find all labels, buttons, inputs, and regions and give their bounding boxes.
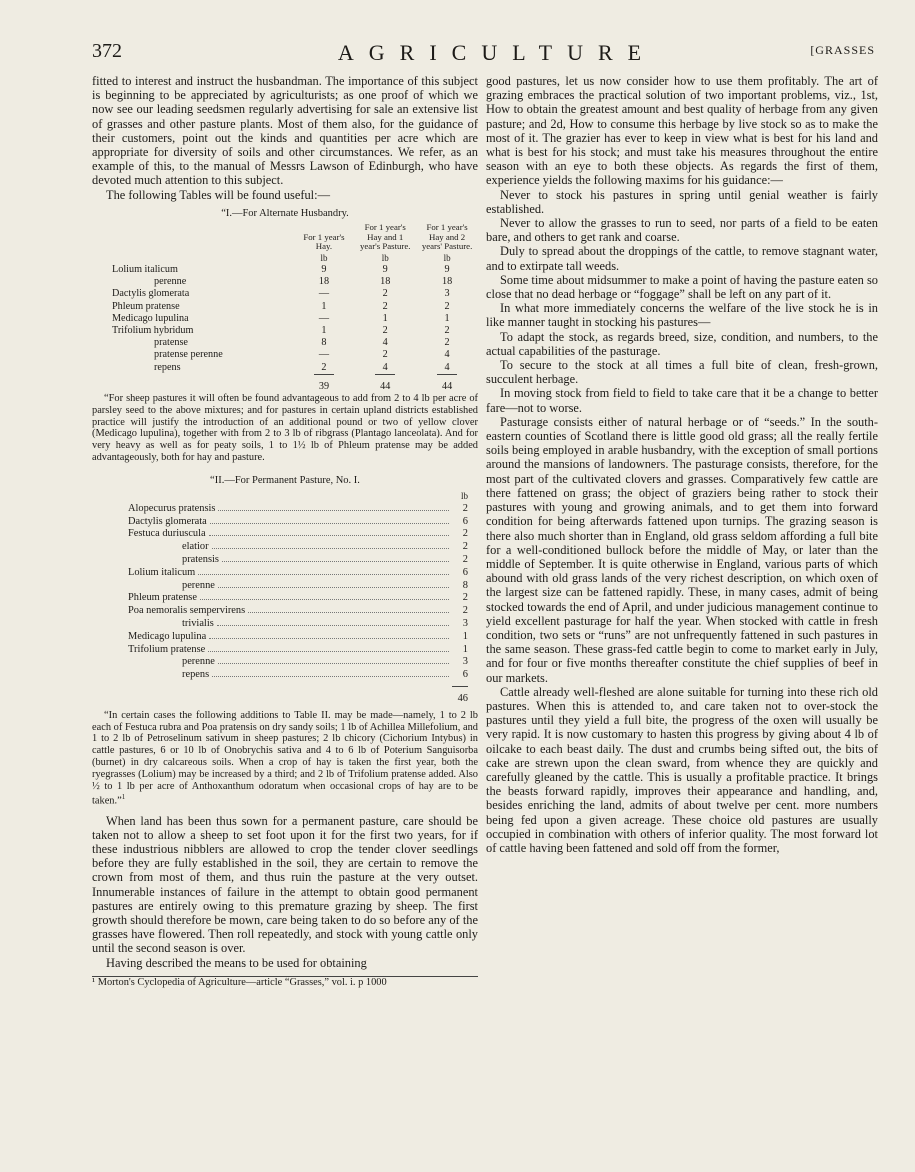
quantity-cell: 2 bbox=[444, 337, 450, 349]
table-row bbox=[108, 288, 478, 300]
quantity-cell: 8 bbox=[321, 337, 327, 349]
list-item bbox=[128, 541, 468, 554]
quantity-cell: 1 bbox=[321, 325, 327, 337]
quantity-cell: 2 bbox=[382, 349, 388, 361]
species-name: Phleum pratense bbox=[112, 300, 180, 312]
species-name: Lolium italicum bbox=[128, 566, 196, 578]
species-name: elatior bbox=[182, 541, 209, 553]
footnote-ref: 1 bbox=[121, 793, 126, 802]
species-name: Trifolium pratense bbox=[128, 643, 206, 655]
list-item bbox=[128, 631, 468, 644]
table-caption: “II.—For Permanent Pasture, No. I. bbox=[210, 474, 360, 486]
species-name: perenne bbox=[182, 656, 215, 668]
quantity-cell: 2 bbox=[382, 300, 388, 312]
quantity-cell: 9 bbox=[382, 264, 388, 276]
quantity-cell: 2 bbox=[382, 288, 388, 300]
total-cell: 46 bbox=[457, 692, 468, 704]
table-row bbox=[108, 349, 478, 361]
species-name: perenne bbox=[154, 276, 187, 288]
quantity-cell: 2 bbox=[444, 300, 450, 312]
table-row bbox=[108, 276, 478, 288]
paragraph: Having described the means to be used for obtaining bbox=[106, 955, 367, 970]
left-column bbox=[92, 74, 478, 989]
quantity-cell: 4 bbox=[444, 361, 450, 373]
table-row bbox=[108, 264, 478, 276]
quantity-cell: 2 bbox=[462, 502, 468, 514]
species-name: Dactylis glomerata bbox=[128, 515, 207, 527]
paragraph: Pasturage consists either of natural herbage or of “seeds.” In the south-eastern counties of Scotland there is little good old grass; all the really fertile soils being employed in arable husbandry, with the exception of small portions around the mansions of landowners. The pasturage consists, therefore, for the most part of the cultivated clovers and grasses. Comparatively few cattle are there fattened on grass; the object of graziers being rather to stock their pastures with young and growing animals, and to get them into forward condition for being afterwards fattened upon turnips. The grazing season is there also much shorter than in England, old grass seldom affording a full bite for a well-conditioned bullock before the middle of May, or later than the middle of September. It is quite otherwise in England, various parts of which abound with old grass lands of the very richest description, on which oxen of the largest size can be fattened rapidly. These, in many cases, admit of being stocked towards the end of April, and under judicious management continue to yield excellent pasturage for half the year. When stocked with cattle in fresh condition, two sets or “runs” are not unfrequently fattened in such pastures in the same season. These grass-fed cattle begin to come to market early in July, and for four or five months thereafter constitute the chief supplies of beef in our markets. bbox=[486, 414, 878, 685]
quantity-cell: 1 bbox=[462, 643, 468, 655]
quantity-cell: 2 bbox=[462, 541, 468, 553]
quantity-cell: 1 bbox=[382, 312, 388, 324]
paragraph: When land has been thus sown for a permanent pasture, care should be taken not to allow a sheep to set foot upon it for the first two years, for if these industrious nibblers are allowed to crop the tender clover seedlings before they are fully established in the soil, they are certain to remove the crown from most of them, and thus ruin the pasture at the very outset. Innumerable instances of failure in the attempt to obtain good permanent pastures are entirely owing to this premature grazing by sheep. The first growth should therefore be mown, care being taken to do so before any of the grasses have flowered. Then roll repeatedly, and stock with young cattle only until the second season is over. bbox=[92, 813, 478, 956]
table-row bbox=[108, 362, 478, 374]
list-item bbox=[128, 644, 468, 657]
table-caption: “I.—For Alternate Husbandry. bbox=[221, 207, 349, 219]
unit-label: lb bbox=[381, 252, 389, 263]
quantity-cell: 2 bbox=[462, 554, 468, 566]
species-name: repens bbox=[154, 361, 181, 373]
column-header: For 1 year's Hay and 1 year's Pasture. bbox=[360, 222, 411, 252]
column-header: For 1 year's Hay. bbox=[303, 231, 345, 252]
species-name: Lolium italicum bbox=[112, 264, 178, 276]
unit-label: lb bbox=[460, 491, 468, 502]
quantity-cell: 6 bbox=[462, 566, 468, 578]
list-item bbox=[128, 580, 468, 593]
total-cell: 44 bbox=[441, 380, 453, 392]
paragraph: The following Tables will be found useful:— bbox=[106, 187, 330, 202]
quantity-cell: 2 bbox=[462, 592, 468, 604]
quantity-cell: — bbox=[318, 288, 330, 300]
quantity-cell: 18 bbox=[380, 276, 391, 288]
table-row bbox=[108, 325, 478, 337]
list-item bbox=[128, 605, 468, 618]
species-name: Alopecurus pratensis bbox=[128, 502, 216, 514]
quantity-cell: — bbox=[318, 312, 330, 324]
table-row bbox=[108, 337, 478, 349]
species-name: Medicago lupulina bbox=[128, 630, 207, 642]
footnote-text: ¹ Morton's Cyclopedia of Agriculture—article “Grasses,” vol. i. p 1000 bbox=[92, 976, 387, 988]
quantity-cell: 2 bbox=[321, 361, 327, 373]
quantity-cell: 1 bbox=[321, 300, 327, 312]
species-name: pratense bbox=[154, 337, 188, 349]
species-name: perenne bbox=[182, 579, 215, 591]
species-name: Phleum pratense bbox=[128, 592, 197, 604]
table-note bbox=[92, 393, 478, 464]
species-name: trivialis bbox=[182, 618, 214, 629]
table-row bbox=[108, 301, 478, 313]
note-text: “For sheep pastures it will often be found advantageous to add from 2 to 4 lb per acre of parsley seed to the above mixtures; and for pastures in certain upland districts established practice will justify the introduction of an additional pound or two of yellow clover (Medicago lupulina), together with from 2 to 3 lb of ribgrass (Plantago lanceolata). And for very heavy as well as for peaty soils, 1 to 1½ lb of Phleum pratense may be added advantageously, both for hay and pasture. bbox=[92, 393, 478, 464]
species-name: Festuca duriuscula bbox=[128, 528, 206, 540]
species-name: pratense perenne bbox=[154, 349, 223, 361]
quantity-cell: 2 bbox=[382, 325, 388, 337]
page-number: 372 bbox=[92, 40, 122, 62]
quantity-cell: 3 bbox=[462, 618, 468, 629]
quantity-cell: 6 bbox=[462, 515, 468, 527]
unit-label: lb bbox=[320, 252, 328, 263]
alternate-husbandry-table bbox=[108, 223, 478, 393]
section-label: [GRASSES bbox=[810, 43, 875, 57]
quantity-cell: 2 bbox=[462, 605, 468, 617]
list-item bbox=[128, 656, 468, 669]
maxim: To adapt the stock, as regards breed, size, condition, and numbers, to the actual capabilities of the pasturage. bbox=[486, 329, 878, 358]
species-name: repens bbox=[182, 669, 210, 681]
table-row bbox=[108, 313, 478, 325]
quantity-cell: 1 bbox=[444, 312, 450, 324]
maxim: Duly to spread about the droppings of the cattle, to remove stagnant water, and to extirpate tall weeds. bbox=[486, 244, 878, 273]
quantity-cell: 2 bbox=[444, 325, 450, 337]
quantity-cell: 4 bbox=[382, 337, 388, 349]
list-item bbox=[128, 592, 468, 605]
column-header: For 1 year's Hay and 2 years' Pasture. bbox=[421, 222, 473, 252]
maxim: Some time about midsummer to make a point of having the pasture eaten so close that no dead herbage or “foggage” shall be left on any part of it. bbox=[486, 272, 878, 302]
maxim: Never to stock his pastures in spring until genial weather is fairly established. bbox=[486, 187, 878, 216]
species-name: Trifolium hybridum bbox=[112, 325, 194, 337]
list-item bbox=[128, 528, 468, 541]
list-item bbox=[128, 567, 468, 580]
quantity-cell: 2 bbox=[462, 528, 468, 540]
quantity-cell: 4 bbox=[382, 361, 388, 373]
species-name: Poa nemoralis sempervirens bbox=[128, 605, 246, 617]
paragraph: Cattle already well-fleshed are alone suitable for turning into these rich old pastures. When this is attended to, and care taken not to over-stock the pastures until they yield a full bite, the progress of the oxen will usually be very rapid. It is now customary to hasten this progress by giving about 4 lb of oilcake to each beast daily. The dust and crumbs being sifted out, the bits of cake are strewn upon the clean sward, from whence they are quickly and carefully gleaned by the cattle. This is usually a profitable practice. It brings the beasts forward rapidly, improves their appearance and handling, and, besides enriching the land, admits of about twelve per cent. more numbers being fed upon a given acreage. These choice old pastures are usually occupied in combination with others of inferior quality. The most forward lot of cattle having been fattened and sold off from the former, bbox=[486, 684, 878, 855]
list-item bbox=[128, 516, 468, 529]
species-name: pratensis bbox=[182, 554, 219, 566]
quantity-cell: 3 bbox=[462, 656, 468, 668]
right-column bbox=[486, 74, 878, 855]
quantity-cell: 9 bbox=[444, 264, 450, 276]
quantity-cell: 8 bbox=[462, 579, 468, 591]
list-item bbox=[128, 618, 468, 631]
list-item bbox=[128, 503, 468, 516]
maxim: Never to allow the grasses to run to seed, nor parts of a field to be eaten bare, and others to get rank and coarse. bbox=[486, 216, 878, 245]
quantity-cell: 3 bbox=[444, 288, 450, 300]
maxim: To secure to the stock at all times a full bite of clean, fresh-grown, succulent herbage. bbox=[486, 358, 878, 387]
list-item bbox=[128, 669, 468, 682]
total-cell: 44 bbox=[380, 380, 391, 392]
paragraph: fitted to interest and instruct the husbandman. The importance of this subject is beginning to be appreciated by agriculturists; as one proof of which we now see our leading seedsmen regularly advertising for sale an extensive list of grasses and other pasture plants. Most of them also, for the guidance of their customers, point out the kinds and quantities per acre which are appropriate for diversity of soils and other circumstances. We refer, as an example of this, to the manual of Messrs Lawson of Edinburgh, who have devoted much attention to this subject. bbox=[92, 74, 478, 188]
species-name: Medicago lupulina bbox=[112, 312, 189, 324]
permanent-pasture-list bbox=[128, 490, 468, 706]
page-header bbox=[92, 40, 875, 70]
paragraph: In what more immediately concerns the welfare of the live stock he is in like manner taught in stocking his pastures— bbox=[486, 301, 878, 330]
list-item bbox=[128, 554, 468, 567]
total-cell: 39 bbox=[318, 380, 330, 392]
paragraph: good pastures, let us now consider how to use them profitably. The art of grazing embraces the practical solution of two important problems, viz., 1st, How to obtain the greatest amount and best quality of herbage from any given pasture; and 2d, How to consume this herbage by live stock so as to make the most of it. The grazier has ever to keep in view what is best for his land and what is best for his stock; and must take his measures throughout the entire season with an eye to both these objects. As regards the first of them, experience yields the following maxims for his guidance:— bbox=[486, 74, 878, 188]
table-note bbox=[92, 710, 478, 808]
maxim: In moving stock from field to field to take care that it be a change to better fare—not to worse. bbox=[486, 386, 878, 415]
quantity-cell: 1 bbox=[462, 630, 468, 642]
running-title: AGRICULTURE bbox=[337, 40, 657, 65]
quantity-cell: — bbox=[318, 349, 330, 361]
quantity-cell: 9 bbox=[321, 264, 327, 276]
footnote bbox=[92, 977, 478, 989]
quantity-cell: 6 bbox=[462, 669, 468, 681]
species-name: Dactylis glomerata bbox=[112, 288, 190, 300]
unit-label: lb bbox=[443, 252, 451, 263]
quantity-cell: 4 bbox=[444, 349, 450, 361]
quantity-cell: 18 bbox=[318, 276, 330, 288]
note-text: “In certain cases the following additions to Table II. may be made—namely, 1 to 2 lb each of Festuca rubra and Poa pratensis on dry sandy soils; 1 lb of Achillea Millefolium, and 1 to 2 lb of Petroselinum sativum in sheep pastures; 2 lb chicory (Cichorium Intybus) in cattle pastures, 6 or 10 lb of Onobrychis sativa and 4 to 6 lb of Poterium Sanguisorba (burnet) in dry calcareous soils. When a crop of hay is taken the first year, both the ryegrasses (Lolium) may be increased by a third; and 2 lb of Trifolium pratense added. Also ½ to 1 lb per acre of Anthoxanthum odoratum when occasional crops of hay are to be taken.” bbox=[92, 709, 478, 807]
quantity-cell: 18 bbox=[441, 276, 453, 288]
